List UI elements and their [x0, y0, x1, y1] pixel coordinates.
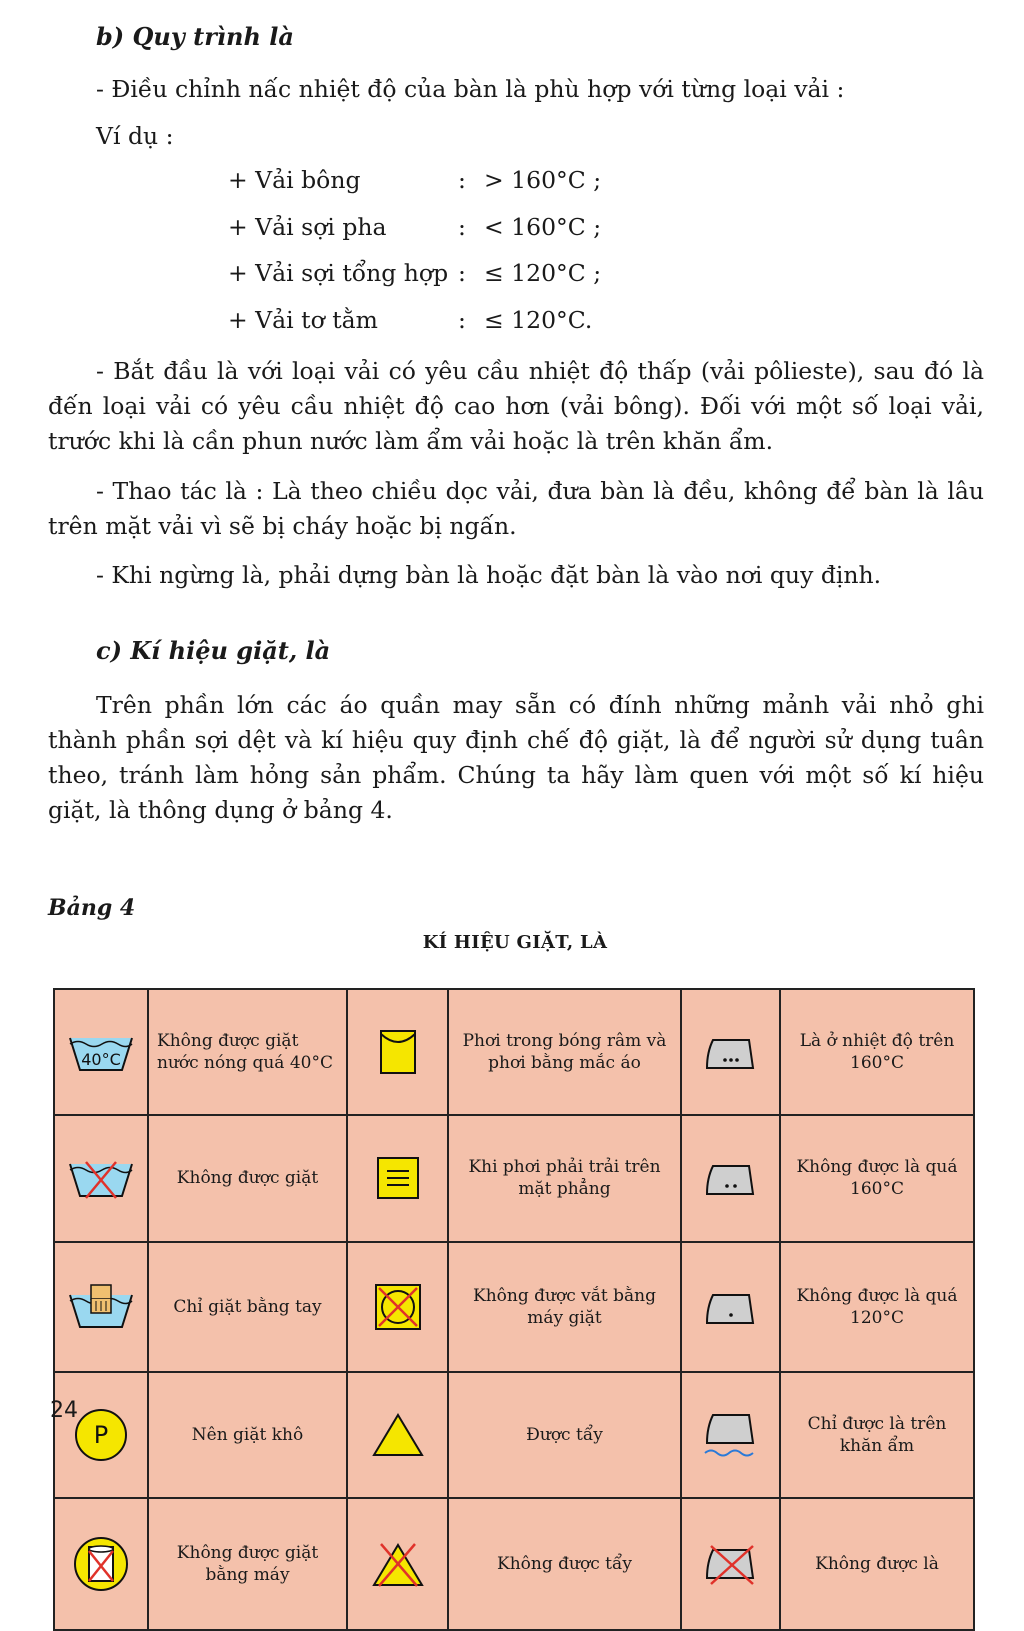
example-label-1: + Vải bông: [228, 166, 361, 194]
table-row: [54, 1115, 974, 1241]
do-not-bleach-icon: [347, 1498, 448, 1630]
paragraph-start-ironing: - Bắt đầu là với loại vải có yêu cầu nhiệt độ thấp (vải pôlieste), sau đó là đến loại vải có yêu cầu nhiệt độ cao hơn (vải bông). Đối với một số loại vải, trước khi là cần phun nước làm ẩm vải hoặc là trên khăn ẩm.: [48, 357, 984, 455]
table-cell: Phơi trong bóng râm và phơi bằng mắc áo: [448, 989, 681, 1115]
table-cell: Không được giặt bằng máy: [148, 1498, 347, 1630]
iron-low-icon: [681, 1242, 780, 1372]
section-b-line1: - Điều chỉnh nấc nhiệt độ của bàn là phù hợp với từng loại vải :: [96, 75, 845, 103]
paragraph-care-labels: Trên phần lớn các áo quần may sẵn có đính những mảnh vải nhỏ ghi thành phần sợi dệt và kí hiệu quy định chế độ giặt, là để người sử dụng tuân theo, tránh làm hỏng sản phẩm. Chúng ta hãy làm quen với một số kí hiệu giặt, là thông dụng ở bảng 4.: [48, 691, 984, 824]
table-cell: Chỉ được là trên khăn ẩm: [780, 1372, 974, 1498]
table-cell: Không được giặt nước nóng quá 40°C: [148, 989, 347, 1115]
example-colon-1: :: [458, 166, 466, 194]
table-cell: Là ở nhiệt độ trên 160°C: [780, 989, 974, 1115]
table-row: [54, 989, 974, 1115]
iron-medium-icon: [681, 1115, 780, 1241]
table-cell: Khi phơi phải trải trên mặt phẳng: [448, 1115, 681, 1241]
care-symbols-table: [53, 988, 975, 1631]
table-cell: Được tẩy: [448, 1372, 681, 1498]
wash-40c-icon: [54, 989, 148, 1115]
table-cell: Không được tẩy: [448, 1498, 681, 1630]
bleach-allowed-icon: [347, 1372, 448, 1498]
table-cell: Chỉ giặt bằng tay: [148, 1242, 347, 1372]
do-not-wash-icon: [54, 1115, 148, 1241]
section-c-heading: c) Kí hiệu giặt, là: [96, 636, 331, 665]
example-label-2: + Vải sợi pha: [228, 213, 387, 241]
do-not-spin-dry-icon: [347, 1242, 448, 1372]
example-colon-3: :: [458, 259, 466, 287]
table-row: [54, 1242, 974, 1372]
iron-high-icon: [681, 989, 780, 1115]
dry-clean-icon: [54, 1372, 148, 1498]
table-title: KÍ HIỆU GIẶT, LÀ: [422, 932, 608, 953]
table-cell: Không được là quá 120°C: [780, 1242, 974, 1372]
example-label-3: + Vải sợi tổng hợp: [228, 259, 449, 287]
table-cell: Không được vắt bằng máy giặt: [448, 1242, 681, 1372]
do-not-machine-wash-icon: [54, 1498, 148, 1630]
dry-flat-icon: [347, 1115, 448, 1241]
paragraph-ironing-technique: - Thao tác là : Là theo chiều dọc vải, đưa bàn là đều, không để bàn là lâu trên mặt vải vì sẽ bị cháy hoặc bị ngấn.: [48, 477, 984, 540]
iron-damp-cloth-icon: [681, 1372, 780, 1498]
paragraph-stop-ironing: - Khi ngừng là, phải dựng bàn là hoặc đặt bàn là vào nơi quy định.: [96, 561, 882, 589]
example-colon-2: :: [458, 213, 466, 241]
wash-temp-text: 40°C: [81, 1050, 121, 1070]
hand-wash-icon: [54, 1242, 148, 1372]
example-value-4: ≤ 120°C.: [484, 306, 593, 334]
table-row: [54, 1498, 974, 1630]
dry-clean-letter: P: [93, 1420, 109, 1449]
example-colon-4: :: [458, 306, 466, 334]
example-label-4: + Vải tơ tằm: [228, 306, 378, 334]
do-not-iron-icon: [681, 1498, 780, 1630]
example-label: Ví dụ :: [96, 122, 174, 150]
hang-dry-shade-icon: [347, 989, 448, 1115]
example-value-1: > 160°C ;: [484, 166, 602, 194]
table-cell: Nên giặt khô: [148, 1372, 347, 1498]
table-cell: Không được giặt: [148, 1115, 347, 1241]
example-value-3: ≤ 120°C ;: [484, 259, 602, 287]
section-b-heading: b) Quy trình là: [96, 22, 294, 51]
example-value-2: < 160°C ;: [484, 213, 602, 241]
table-cell: Không được là quá 160°C: [780, 1115, 974, 1241]
table-label: Bảng 4: [48, 895, 136, 921]
table-row: [54, 1372, 974, 1498]
page-number: 24: [50, 1398, 78, 1423]
table-cell: Không được là: [780, 1498, 974, 1630]
